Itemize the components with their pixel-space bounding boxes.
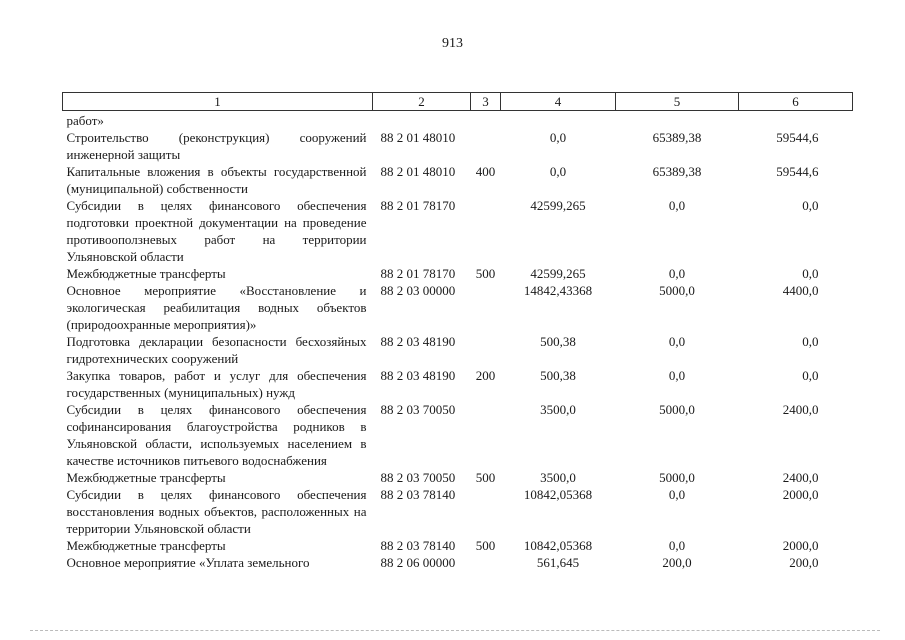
row-value-col4-cell: 0,0 [549,130,567,145]
row-name-cell: Межбюджетные трансферты [66,538,226,553]
row-value-col5-cell: 0,0 [668,487,686,502]
table-row [63,265,853,282]
row-code-cell: 88 2 01 78170 [380,266,456,281]
row-value-col5-cell: 5000,0 [659,283,695,298]
table-row [63,163,853,197]
row-value-col6-cell: 2400,0 [782,470,819,485]
column-header-5: 5 [616,93,739,111]
column-header-4: 4 [501,93,616,111]
row-value-col6-cell: 0,0 [802,198,819,213]
budget-table [62,92,853,571]
page-bottom-edge [30,630,880,631]
table-header-row [63,93,853,111]
table-body [63,111,853,572]
row-value-col5-cell: 0,0 [668,198,686,213]
row-value-col5-cell: 200,0 [662,555,692,570]
row-name-cell: Субсидии в целях финансового обеспечения восстановления водных объектов, расположенных на территории Ульяновской области [66,487,367,536]
row-value-col6-cell: 0,0 [802,266,819,281]
column-header-6: 6 [739,93,853,111]
row-type-cell [471,554,501,571]
row-name-cell: Основное мероприятие «Уплата земельного [66,555,310,570]
table-row [63,367,853,401]
table-row [63,537,853,554]
row-type-cell [471,486,501,537]
row-value-col4-cell: 500,38 [540,334,576,349]
row-value-col4-cell: 42599,265 [530,198,586,213]
row-code-cell: 88 2 06 00000 [380,555,456,570]
row-code-cell: 88 2 01 78170 [380,198,456,213]
row-value-col5-cell: 0,0 [668,368,686,383]
row-value-col4-cell: 14842,43368 [523,283,593,298]
row-name-cell: Строительство (реконструкция) сооружений инженерной защиты [66,130,367,162]
table-row [63,197,853,265]
row-value-col4-cell: 3500,0 [540,470,576,485]
row-value-col4-cell: 10842,05368 [523,487,593,502]
row-code-cell: 88 2 03 78140 [380,538,456,553]
row-type-cell [471,111,501,130]
row-value-col6-cell: 0,0 [802,334,819,349]
row-value-col5-cell: 0,0 [668,266,686,281]
row-code-cell [373,111,471,130]
page-number: 913 [442,36,463,51]
row-value-col6-cell: 59544,6 [776,164,819,179]
row-code-cell: 88 2 03 48190 [380,368,456,383]
row-code-cell: 88 2 01 48010 [380,164,456,179]
column-header-3: 3 [471,93,501,111]
row-value-col4-cell: 3500,0 [540,402,576,417]
row-name-cell: Закупка товаров, работ и услуг для обеспечения государственных (муниципальных) нужд [66,368,367,400]
row-type-cell [471,282,501,333]
table-row [63,333,853,367]
row-code-cell: 88 2 03 48190 [380,334,456,349]
table-row [63,554,853,571]
table-row [63,282,853,333]
row-value-col5-cell: 65389,38 [652,164,702,179]
row-type-cell [471,333,501,367]
row-value-col4-cell: 42599,265 [530,266,586,281]
row-value-col6-cell: 2000,0 [782,538,819,553]
row-type-cell: 500 [475,538,496,553]
row-type-cell [471,197,501,265]
row-value-col4-cell: 500,38 [540,368,576,383]
table-row [63,469,853,486]
table-row [63,111,853,130]
row-value-col5-cell: 65389,38 [652,130,702,145]
row-value-col5-cell: 5000,0 [659,470,695,485]
row-value-col5-cell: 5000,0 [659,402,695,417]
row-name-cell: работ» [66,113,104,128]
row-name-cell: Подготовка декларации безопасности бесхозяйных гидротехнических сооружений [66,334,367,366]
row-value-col6-cell [739,111,853,130]
row-name-cell: Капитальные вложения в объекты государственной (муниципальной) собственности [66,164,367,196]
column-header-2: 2 [373,93,471,111]
row-value-col5-cell: 0,0 [668,334,686,349]
row-value-col5-cell: 0,0 [668,538,686,553]
row-code-cell: 88 2 01 48010 [380,130,456,145]
row-value-col4-cell: 0,0 [549,164,567,179]
row-name-cell: Межбюджетные трансферты [66,266,226,281]
row-name-cell: Субсидии в целях финансового обеспечения софинансирования благоустройства родников в Ульяновской области, используемых населением в качестве источников питьевого водоснабжения [66,402,367,468]
row-value-col4-cell: 10842,05368 [523,538,593,553]
row-value-col6-cell: 59544,6 [776,130,819,145]
row-name-cell: Субсидии в целях финансового обеспечения подготовки проектной документации на проведение противооползневых работ на территории Ульяновской области [66,198,367,264]
row-value-col6-cell: 2400,0 [782,402,819,417]
table-row [63,486,853,537]
row-value-col5-cell [616,111,739,130]
row-type-cell [471,401,501,469]
row-code-cell: 88 2 03 00000 [380,283,456,298]
table-row [63,401,853,469]
row-name-cell: Основное мероприятие «Восстановление и экологическая реабилитация водных объектов (природоохранные мероприятия)» [66,283,367,332]
row-code-cell: 88 2 03 78140 [380,487,456,502]
row-name-cell: Межбюджетные трансферты [66,470,226,485]
row-type-cell: 400 [475,164,496,179]
row-type-cell: 500 [475,266,496,281]
row-value-col6-cell: 4400,0 [782,283,819,298]
row-code-cell: 88 2 03 70050 [380,402,456,417]
row-type-cell: 200 [475,368,496,383]
row-value-col6-cell: 0,0 [802,368,819,383]
row-type-cell [471,129,501,163]
row-value-col6-cell: 2000,0 [782,487,819,502]
table-row [63,129,853,163]
row-value-col4-cell: 561,645 [536,555,580,570]
row-value-col6-cell: 200,0 [789,555,819,570]
row-code-cell: 88 2 03 70050 [380,470,456,485]
row-value-col4-cell [501,111,616,130]
column-header-1: 1 [63,93,373,111]
row-type-cell: 500 [475,470,496,485]
